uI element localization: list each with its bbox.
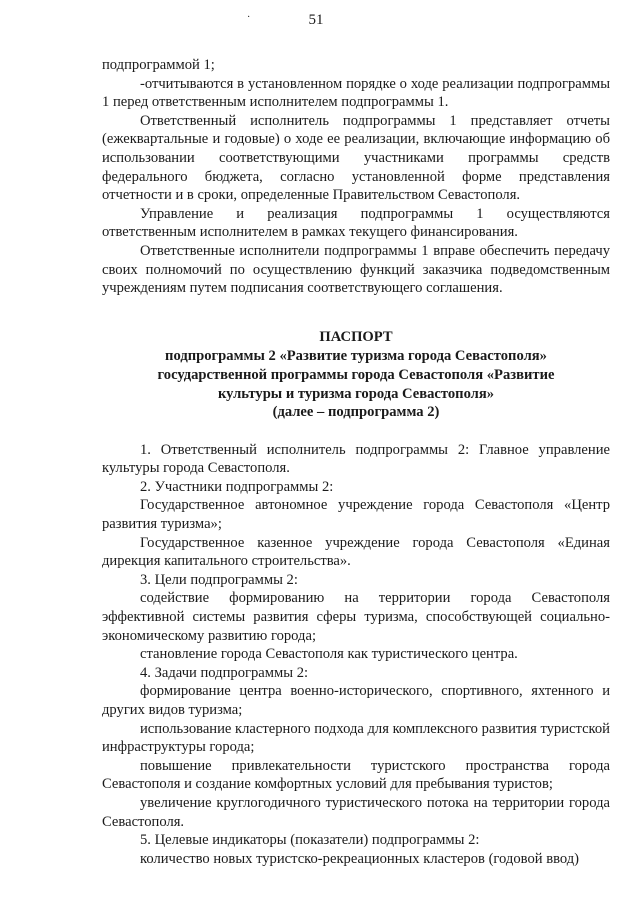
paragraph-goal-1: содействие формированию на территории города Севастополя эффективной системы развития сферы туризма, способствующей социально-экономическому развитию города; [102, 590, 610, 644]
paragraph-participant-2: Государственное казенное учреждение города Севастополя «Единая дирекция капитального строительства». [102, 534, 610, 570]
paragraph-goals-heading: 3. Цели подпрограммы 2: [140, 571, 298, 588]
paragraph-indicator-1: количество новых туристско-рекреационных кластеров (годовой ввод) [140, 850, 580, 867]
paragraph-tasks-heading: 4. Задачи подпрограммы 2: [140, 664, 309, 681]
scan-mark: · [247, 12, 251, 23]
paragraph-task-2: использование кластерного подхода для комплексного развития туристской инфраструктуры города; [102, 720, 610, 756]
passport-title [102, 328, 610, 422]
paragraph-indicators-heading: 5. Целевые индикаторы (показатели) подпрограммы 2: [140, 832, 480, 849]
passport-title-line: (далее – подпрограмма 2) [272, 404, 440, 421]
paragraph-task-3: повышение привлекательности туристского пространства города Севастополя и создание комфортных условий для пребывания туристов; [102, 757, 610, 793]
paragraph-task-1: формирование центра военно-исторического, спортивного, яхтенного и других видов туризма; [102, 683, 610, 718]
passport-title-line: подпрограммы 2 «Развитие туризма города Севастополя» [165, 348, 547, 365]
paragraph-participants-heading: 2. Участники подпрограммы 2: [140, 478, 334, 495]
paragraph-continuation: подпрограммой 1; [102, 57, 215, 73]
paragraph-participant-1: Государственное автономное учреждение города Севастополя «Центр развития туризма»; [102, 497, 610, 533]
page-content [102, 56, 610, 868]
paragraph-management: Управление и реализация подпрограммы 1 осуществляются ответственным исполнителем в рамках текущего финансирования. [102, 205, 610, 241]
passport-title-line: государственной программы города Севастополя «Развитие [157, 366, 555, 383]
page-number: 51 [308, 12, 324, 28]
paragraph-goal-2: становление города Севастополя как туристического центра. [140, 646, 518, 663]
paragraph-report-order: -отчитываются в установленном порядке о ходе реализации подпрограммы 1 перед ответственным исполнителем подпрограммы 1. [102, 75, 610, 111]
paragraph-reporting: Ответственный исполнитель подпрограммы 1 представляет отчеты (ежеквартальные и годовые) о ходе ее реализации, включающие информацию об использовании соответствующими участниками программы средств федерального бюджета, согласно установленной форме представления отчетности и в сроки, определенные Правительством Севастополя. [102, 112, 610, 204]
passport-title-line: культуры и туризма города Севастополя» [217, 385, 495, 402]
paragraph-delegation: Ответственные исполнители подпрограммы 1 вправе обеспечить передачу своих полномочий по осуществлению функций заказчика подведомственным учреждениям путем подписания соответствующего соглашения. [102, 242, 610, 297]
passport-heading: ПАСПОРТ [319, 328, 393, 345]
paragraph-responsible-executor: 1. Ответственный исполнитель подпрограммы 2: Главное управление культуры города Севастополя. [102, 441, 610, 477]
paragraph-task-4: увеличение круглогодичного туристического потока на территории города Севастополя. [102, 794, 610, 830]
